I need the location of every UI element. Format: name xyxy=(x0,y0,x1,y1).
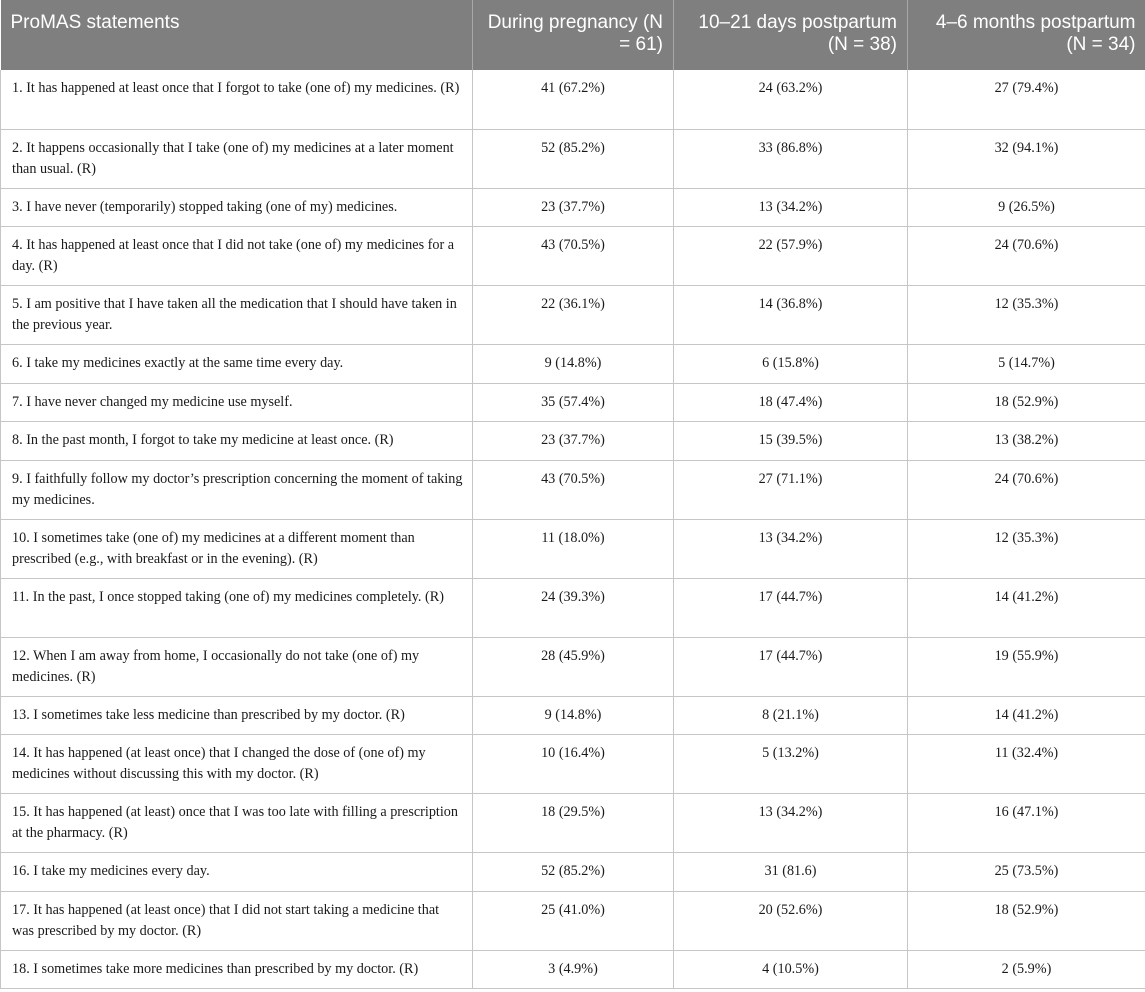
value-cell: 12 (35.3%) xyxy=(908,519,1145,578)
value-cell: 22 (36.1%) xyxy=(473,286,674,345)
statement-cell: 8. In the past month, I forgot to take my medicine at least once. (R) xyxy=(1,422,473,461)
value-cell: 27 (71.1%) xyxy=(674,460,908,519)
header-10-21-days-postpartum: 10–21 days postpartum (N = 38) xyxy=(674,0,908,70)
value-cell: 5 (14.7%) xyxy=(908,345,1145,384)
statement-cell: 2. It happens occasionally that I take (one of) my medicines at a later moment than usual. (R) xyxy=(1,129,473,188)
statement-cell: 10. I sometimes take (one of) my medicines at a different moment than prescribed (e.g., with breakfast or in the evening). (R) xyxy=(1,519,473,578)
table-row xyxy=(1,794,1145,853)
value-cell: 33 (86.8%) xyxy=(674,129,908,188)
value-cell: 6 (15.8%) xyxy=(674,345,908,384)
value-cell: 52 (85.2%) xyxy=(473,129,674,188)
value-cell: 15 (39.5%) xyxy=(674,422,908,461)
value-cell: 23 (37.7%) xyxy=(473,422,674,461)
value-cell: 24 (70.6%) xyxy=(908,460,1145,519)
table-row xyxy=(1,891,1145,950)
value-cell: 13 (34.2%) xyxy=(674,519,908,578)
value-cell: 12 (35.3%) xyxy=(908,286,1145,345)
value-cell: 23 (37.7%) xyxy=(473,188,674,227)
value-cell: 25 (41.0%) xyxy=(473,891,674,950)
value-cell: 17 (44.7%) xyxy=(674,578,908,637)
value-cell: 24 (63.2%) xyxy=(674,70,908,129)
value-cell: 19 (55.9%) xyxy=(908,637,1145,696)
table-row xyxy=(1,286,1145,345)
statement-cell: 16. I take my medicines every day. xyxy=(1,853,473,892)
value-cell: 14 (36.8%) xyxy=(674,286,908,345)
value-cell: 13 (34.2%) xyxy=(674,188,908,227)
value-cell: 32 (94.1%) xyxy=(908,129,1145,188)
value-cell: 4 (10.5%) xyxy=(674,950,908,989)
value-cell: 43 (70.5%) xyxy=(473,460,674,519)
value-cell: 18 (52.9%) xyxy=(908,383,1145,422)
statement-cell: 6. I take my medicines exactly at the same time every day. xyxy=(1,345,473,384)
table-row xyxy=(1,227,1145,286)
value-cell: 17 (44.7%) xyxy=(674,637,908,696)
value-cell: 43 (70.5%) xyxy=(473,227,674,286)
value-cell: 18 (52.9%) xyxy=(908,891,1145,950)
value-cell: 5 (13.2%) xyxy=(674,735,908,794)
value-cell: 13 (34.2%) xyxy=(674,794,908,853)
value-cell: 24 (70.6%) xyxy=(908,227,1145,286)
statement-cell: 13. I sometimes take less medicine than prescribed by my doctor. (R) xyxy=(1,696,473,735)
table-row xyxy=(1,129,1145,188)
table-row xyxy=(1,70,1145,129)
statement-cell: 12. When I am away from home, I occasionally do not take (one of) my medicines. (R) xyxy=(1,637,473,696)
statement-cell: 5. I am positive that I have taken all the medication that I should have taken in the previous year. xyxy=(1,286,473,345)
header-during-pregnancy: During pregnancy (N = 61) xyxy=(473,0,674,70)
table-row xyxy=(1,188,1145,227)
value-cell: 14 (41.2%) xyxy=(908,578,1145,637)
value-cell: 25 (73.5%) xyxy=(908,853,1145,892)
value-cell: 41 (67.2%) xyxy=(473,70,674,129)
header-row xyxy=(1,0,1145,70)
value-cell: 11 (32.4%) xyxy=(908,735,1145,794)
value-cell: 9 (14.8%) xyxy=(473,696,674,735)
statement-cell: 1. It has happened at least once that I forgot to take (one of) my medicines. (R) xyxy=(1,70,473,129)
value-cell: 16 (47.1%) xyxy=(908,794,1145,853)
value-cell: 20 (52.6%) xyxy=(674,891,908,950)
value-cell: 18 (47.4%) xyxy=(674,383,908,422)
value-cell: 11 (18.0%) xyxy=(473,519,674,578)
value-cell: 27 (79.4%) xyxy=(908,70,1145,129)
value-cell: 24 (39.3%) xyxy=(473,578,674,637)
table-header xyxy=(1,0,1145,70)
table-row xyxy=(1,853,1145,892)
value-cell: 10 (16.4%) xyxy=(473,735,674,794)
header-statements: ProMAS statements xyxy=(1,0,473,70)
value-cell: 3 (4.9%) xyxy=(473,950,674,989)
value-cell: 31 (81.6) xyxy=(674,853,908,892)
value-cell: 2 (5.9%) xyxy=(908,950,1145,989)
value-cell: 28 (45.9%) xyxy=(473,637,674,696)
statement-cell: 3. I have never (temporarily) stopped taking (one of my) medicines. xyxy=(1,188,473,227)
table-row xyxy=(1,578,1145,637)
value-cell: 14 (41.2%) xyxy=(908,696,1145,735)
table-body xyxy=(1,70,1145,989)
value-cell: 9 (26.5%) xyxy=(908,188,1145,227)
table-row xyxy=(1,637,1145,696)
statement-cell: 4. It has happened at least once that I did not take (one of) my medicines for a day. (R) xyxy=(1,227,473,286)
value-cell: 18 (29.5%) xyxy=(473,794,674,853)
value-cell: 9 (14.8%) xyxy=(473,345,674,384)
statement-cell: 11. In the past, I once stopped taking (one of) my medicines completely. (R) xyxy=(1,578,473,637)
table-row xyxy=(1,735,1145,794)
statement-cell: 9. I faithfully follow my doctor’s prescription concerning the moment of taking my medicines. xyxy=(1,460,473,519)
table-row xyxy=(1,422,1145,461)
value-cell: 8 (21.1%) xyxy=(674,696,908,735)
value-cell: 22 (57.9%) xyxy=(674,227,908,286)
table-row xyxy=(1,519,1145,578)
statement-cell: 14. It has happened (at least once) that I changed the dose of (one of) my medicines without discussing this with my doctor. (R) xyxy=(1,735,473,794)
table-row xyxy=(1,460,1145,519)
value-cell: 13 (38.2%) xyxy=(908,422,1145,461)
header-4-6-months-postpartum: 4–6 months postpartum (N = 34) xyxy=(908,0,1145,70)
value-cell: 52 (85.2%) xyxy=(473,853,674,892)
table-row xyxy=(1,383,1145,422)
statement-cell: 7. I have never changed my medicine use myself. xyxy=(1,383,473,422)
statement-cell: 18. I sometimes take more medicines than prescribed by my doctor. (R) xyxy=(1,950,473,989)
table-row xyxy=(1,696,1145,735)
statement-cell: 17. It has happened (at least once) that I did not start taking a medicine that was prescribed by my doctor. (R) xyxy=(1,891,473,950)
table-row xyxy=(1,345,1145,384)
statement-cell: 15. It has happened (at least) once that I was too late with filling a prescription at the pharmacy. (R) xyxy=(1,794,473,853)
table-row xyxy=(1,950,1145,989)
value-cell: 35 (57.4%) xyxy=(473,383,674,422)
